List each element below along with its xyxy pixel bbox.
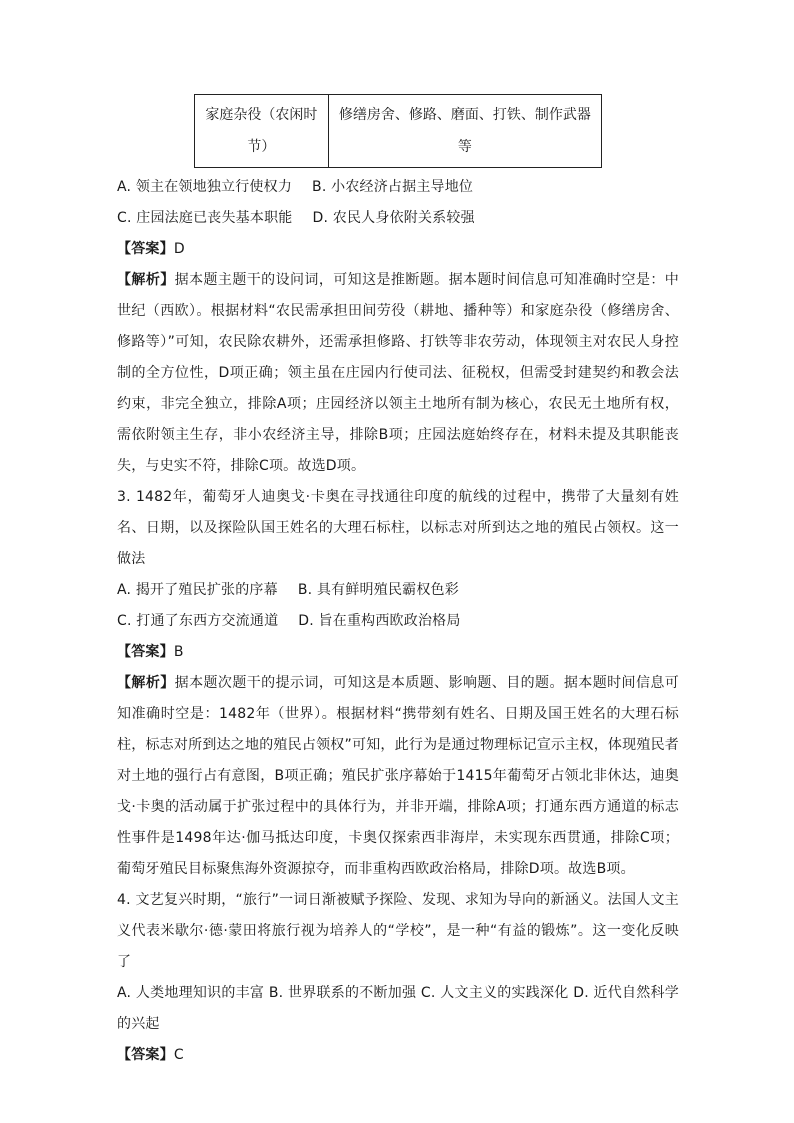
q3-option-a: A. 揭开了殖民扩张的序幕 xyxy=(117,582,278,598)
q3-option-b: B. 具有鲜明殖民霸权色彩 xyxy=(297,582,459,598)
analysis-text: 据本题次题干的提示词，可知这是本质题、影响题、目的题。据本题时间信息可知准确时空是：1482年（世界）。根据材料“携带刻有姓名、日期及国王姓名的大理石标柱，标志对所到达之地的殖民占领权”可知，此行为是通过物理标记宣示主权，体现殖民者对土地的强行占有意图，B项正确；殖民扩张序幕始于1415年葡萄牙占领北非休达，迪奥戈·卡奥的活动属于扩张过程中的具体行为，并非开端，排除A项；打通东西方通道的标志性事件是1498年达·伽马抵达印度，卡奥仅探索西非海岸，未实现东西贯通，排除C项；葡萄牙殖民目标聚焦海外资源掠夺，而非重构西欧政治格局，排除D项。故选B项。 xyxy=(117,675,679,877)
q4-stem: 4. 文艺复兴时期，“旅行”一词日渐被赋予探险、发现、求知为导向的新涵义。法国人文主义代表米歇尔·德·蒙田将旅行视为培养人的“学校”，是一种“有益的锻炼”。这一变化反映了 xyxy=(117,892,679,970)
analysis-label: 【解析】 xyxy=(117,272,175,288)
answer-label: 【答案】 xyxy=(117,644,174,660)
answer-value: D xyxy=(173,241,185,257)
q2-options-row-2 xyxy=(117,203,679,234)
analysis-label: 【解析】 xyxy=(117,675,175,691)
q2-analysis xyxy=(117,265,679,482)
answer-value: C xyxy=(173,1047,184,1063)
document-content xyxy=(117,94,679,1071)
analysis-text: 据本题主题干的设问词，可知这是推断题。据本题时间信息可知准确时空是：中世纪（西欧）。根据材料“农民需承担田间劳役（耕地、播种等）和家庭杂役（修缮房舍、修路等）”可知，农民除农耕外，还需承担修路、打铁等非农劳动，体现领主对农民人身控制的全方位性，D项正确；领主虽在庄园内行使司法、征税权，但需受封建契约和教会法约束，非完全独立，排除A项；庄园经济以领主土地所有制为核心，农民无土地所有权，需依附领主生存，非小农经济主导，排除B项；庄园法庭始终存在，材料未提及其职能丧失，与史实不符，排除C项。故选D项。 xyxy=(117,272,679,474)
table-cell-content: 修缮房舍、修路、磨面、打铁、制作武器等 xyxy=(328,95,601,168)
q4-answer xyxy=(117,1040,679,1071)
q3-analysis xyxy=(117,668,679,885)
table-row xyxy=(195,95,602,168)
q3-stem: 3. 1482年，葡萄牙人迪奥戈·卡奥在寻找通往印度的航线的过程中，携带了大量刻有姓名、日期，以及探险队国王姓名的大理石标柱，以标志对所到达之地的殖民占领权。这一做法 xyxy=(117,489,679,567)
table-cell-category: 家庭杂役（农闲时节） xyxy=(195,95,329,168)
q2-options-row-1 xyxy=(117,172,679,203)
answer-value: B xyxy=(173,644,184,660)
q2-option-c: C. 庄园法庭已丧失基本职能 xyxy=(117,210,293,226)
q3-option-d: D. 旨在重构西欧政治格局 xyxy=(298,613,461,629)
q3-options-row-1 xyxy=(117,575,679,606)
q2-answer xyxy=(117,234,679,265)
q3-answer xyxy=(117,637,679,668)
answer-label: 【答案】 xyxy=(117,241,174,257)
q2-option-a: A. 领主在领地独立行使权力 xyxy=(117,179,293,195)
q3-option-c: C. 打通了东西方交流通道 xyxy=(117,613,279,629)
labor-table xyxy=(194,94,602,168)
answer-label: 【答案】 xyxy=(117,1047,174,1063)
q2-option-d: D. 农民人身依附关系较强 xyxy=(312,210,475,226)
q2-option-b: B. 小农经济占据主导地位 xyxy=(312,179,474,195)
q4-options: A. 人类地理知识的丰富 B. 世界联系的不断加强 C. 人文主义的实践深化 D. 近代自然科学的兴起 xyxy=(117,985,679,1032)
q3-options-row-2 xyxy=(117,606,679,637)
